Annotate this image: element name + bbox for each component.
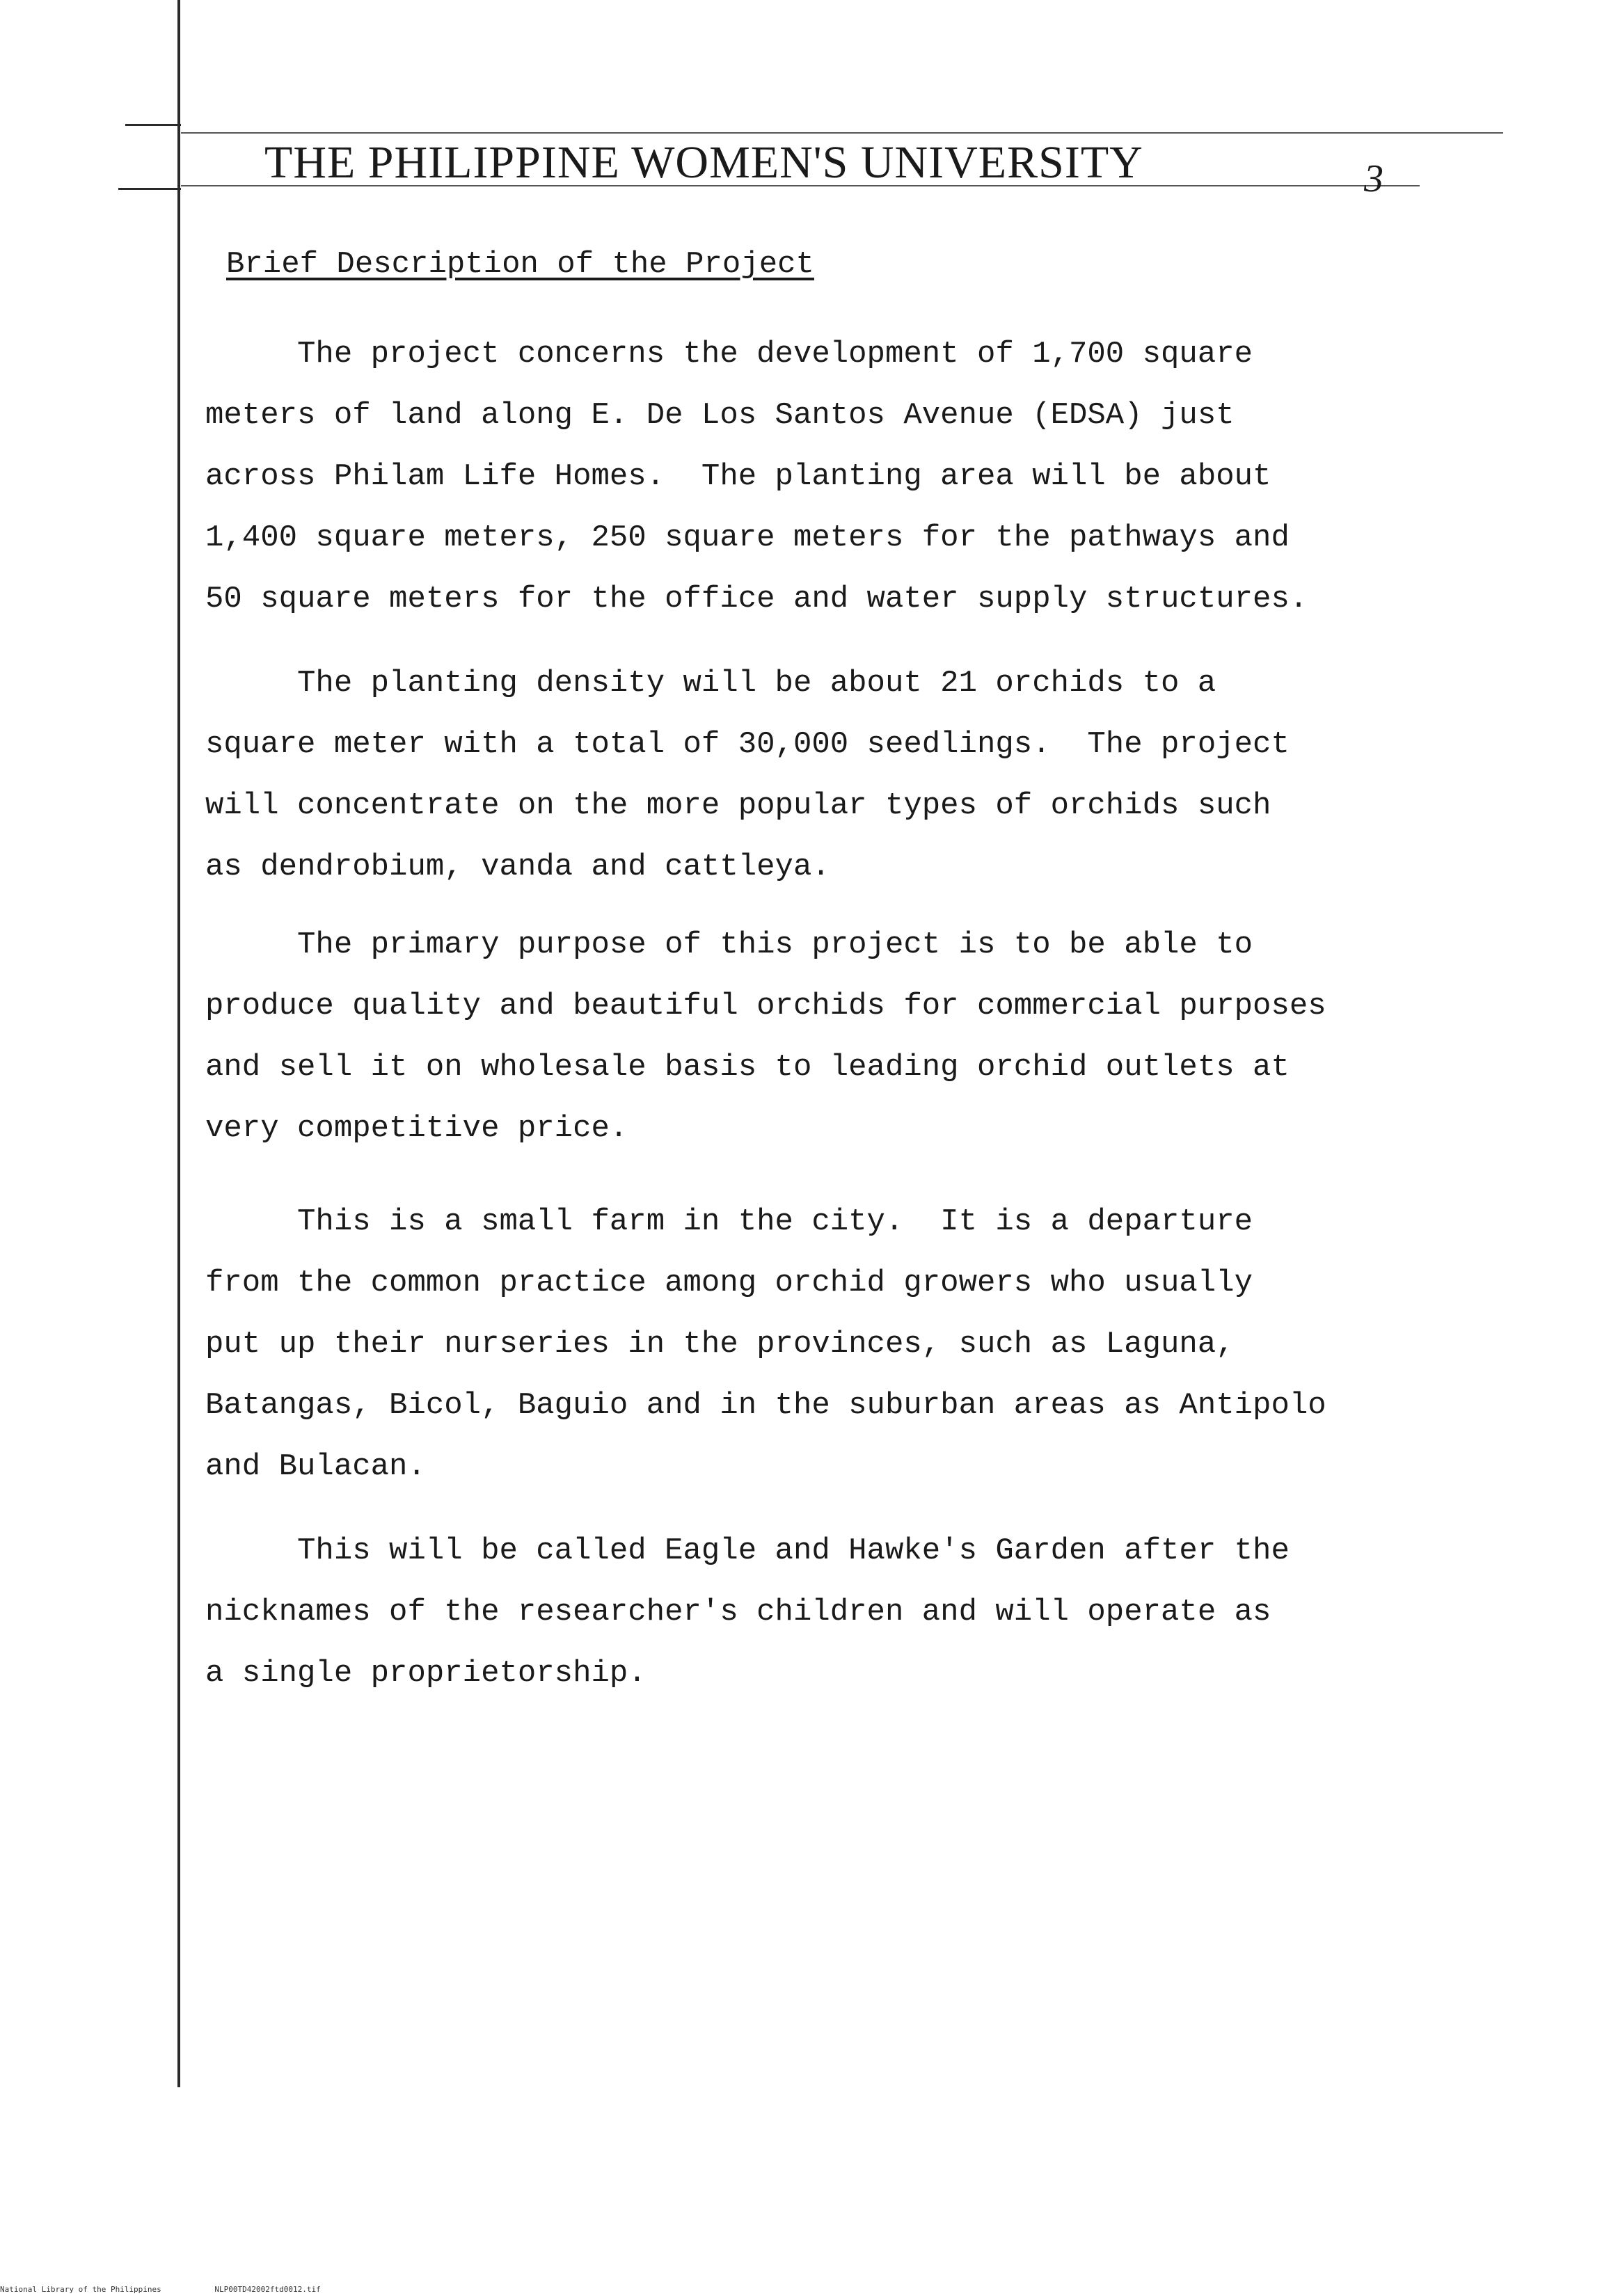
paragraph-2	[205, 653, 1458, 898]
left-margin-rule	[177, 0, 180, 2087]
header-rule-top	[181, 132, 1503, 134]
letterhead-title: THE PHILIPPINE WOMEN'S UNIVERSITY	[264, 137, 1143, 188]
text-line: 50 square meters for the office and water supply structures.	[205, 582, 1308, 616]
text-line: very competitive price.	[205, 1111, 628, 1146]
header-rule-left-bottom	[118, 188, 181, 190]
paragraph-1	[205, 324, 1458, 630]
text-line: produce quality and beautiful orchids for commercial purposes	[205, 989, 1326, 1023]
text-line: The planting density will be about 21 orchids to a	[205, 666, 1216, 701]
footer-library-name: National Library of the Philippines	[0, 2285, 161, 2294]
text-line: This will be called Eagle and Hawke's Garden after the	[205, 1533, 1290, 1568]
paragraph-5	[205, 1520, 1458, 1704]
text-line: This is a small farm in the city. It is a departure	[205, 1204, 1253, 1239]
text-line: put up their nurseries in the provinces, such as Laguna,	[205, 1327, 1235, 1362]
text-line: from the common practice among orchid growers who usually	[205, 1266, 1253, 1300]
paragraph-3	[205, 914, 1458, 1159]
text-line: square meter with a total of 30,000 seedlings. The project	[205, 727, 1290, 762]
text-line: 1,400 square meters, 250 square meters for the pathways and	[205, 520, 1290, 555]
footer-file-id: NLP00TD42002ftd0012.tif	[214, 2285, 321, 2294]
page-number: 3	[1364, 157, 1383, 200]
text-line: and Bulacan.	[205, 1449, 426, 1484]
text-line: as dendrobium, vanda and cattleya.	[205, 850, 830, 884]
text-line: The project concerns the development of 1,700 square	[205, 337, 1253, 372]
text-line: and sell it on wholesale basis to leading orchid outlets at	[205, 1050, 1290, 1085]
text-line: will concentrate on the more popular types of orchids such	[205, 788, 1271, 823]
text-line: The primary purpose of this project is to be able to	[205, 927, 1253, 962]
text-line: a single proprietorship.	[205, 1656, 647, 1691]
text-line: Batangas, Bicol, Baguio and in the suburban areas as Antipolo	[205, 1388, 1326, 1423]
text-line: meters of land along E. De Los Santos Avenue (EDSA) just	[205, 398, 1235, 433]
header-rule-left-top	[125, 124, 181, 126]
text-line: nicknames of the researcher's children and will operate as	[205, 1595, 1271, 1629]
scan-footer	[0, 2285, 370, 2294]
paragraph-4	[205, 1191, 1458, 1497]
text-line: across Philam Life Homes. The planting area will be about	[205, 459, 1271, 494]
section-heading: Brief Description of the Project	[226, 247, 814, 282]
